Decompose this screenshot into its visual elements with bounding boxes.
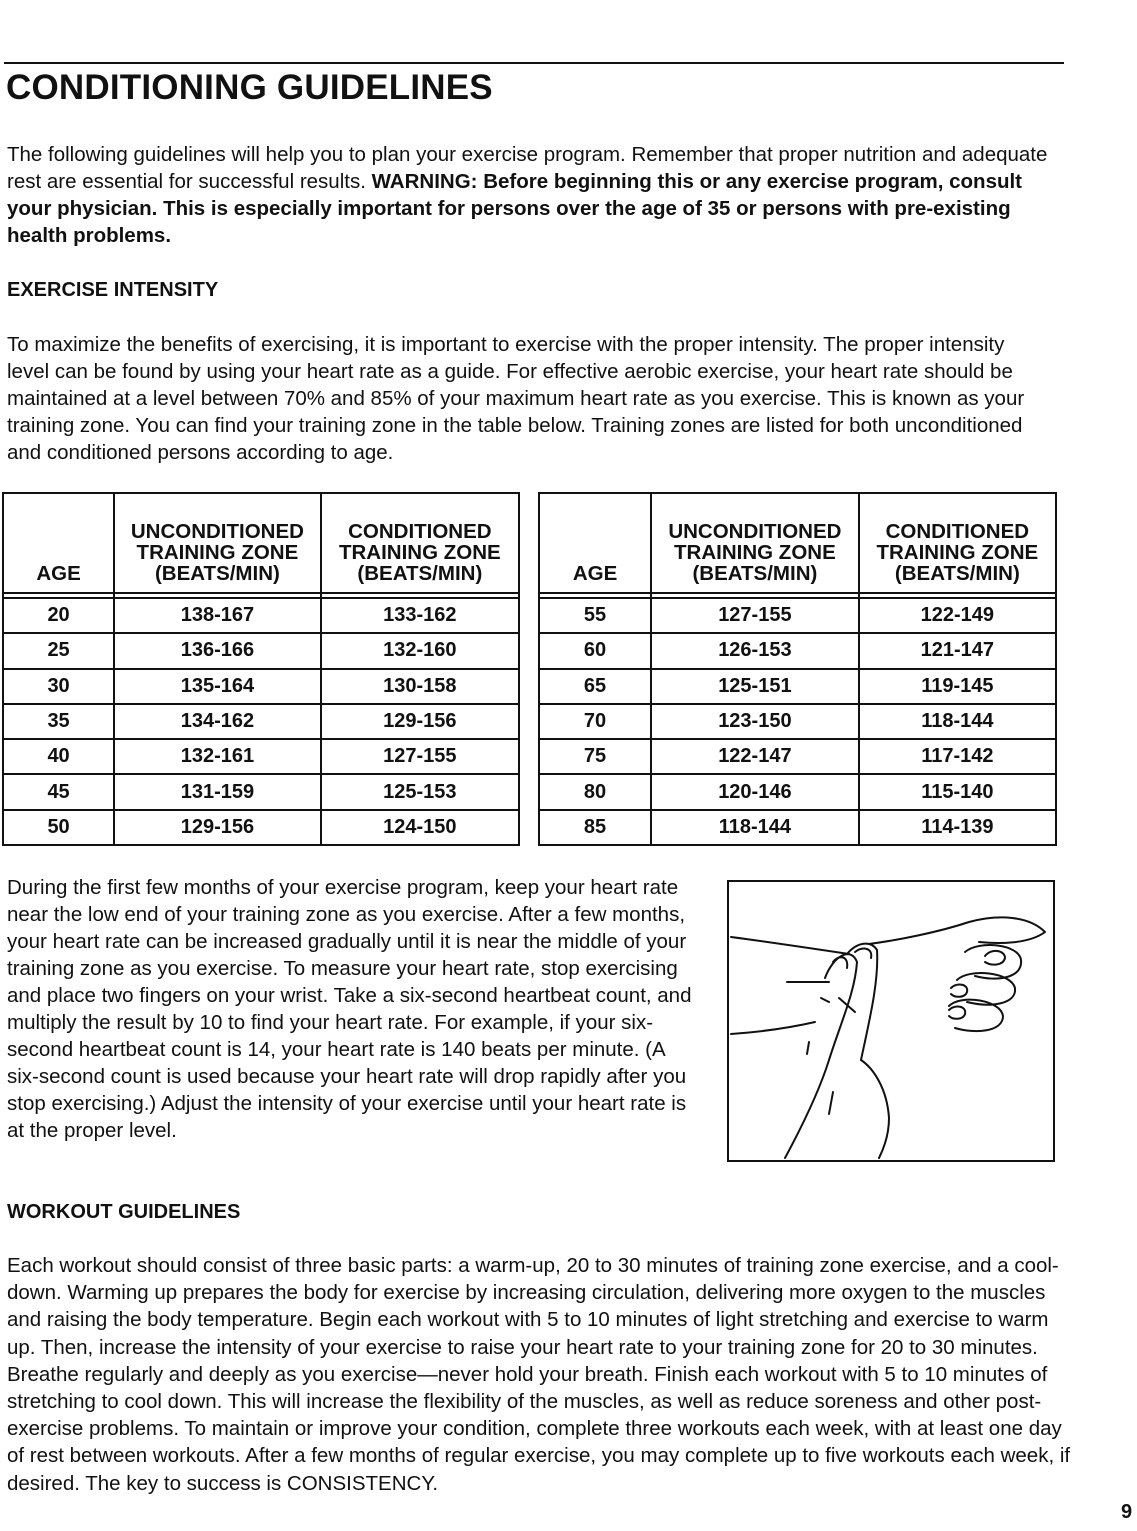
- conditioned-cell: 127-155: [321, 739, 519, 774]
- conditioned-cell: 132-160: [321, 633, 519, 668]
- unconditioned-cell: 125-151: [651, 669, 859, 704]
- age-cell: 80: [539, 774, 651, 809]
- page-number: 9: [1121, 1501, 1133, 1523]
- unconditioned-cell: 123-150: [651, 704, 859, 739]
- table-row: [3, 810, 519, 845]
- age-cell: 85: [539, 810, 651, 845]
- hand-on-wrist-drawing: [729, 882, 1053, 1160]
- pulse-check-illustration: [727, 880, 1055, 1162]
- age-cell: 20: [3, 598, 114, 633]
- conditioned-header: CONDITIONED TRAINING ZONE (BEATS/MIN): [859, 493, 1056, 593]
- unconditioned-cell: 132-161: [114, 739, 321, 774]
- age-cell: 30: [3, 669, 114, 704]
- unconditioned-cell: 136-166: [114, 633, 321, 668]
- warning-text: WARNING: Before beginning this or any exercise program, consult your physician. This is especially important for persons over the age of 35 or persons with pre-existing health problems.: [7, 170, 1023, 247]
- table-row: [3, 774, 519, 809]
- heart-rate-paragraph: During the first few months of your exercise program, keep your heart rate near the low end of your training zone as you exercise. After a few months, your heart rate can be increased gradually until it is near the middle of your training zone as you exercise. To measure your heart rate, stop exercising and place two fingers on your wrist. Take a six-second heartbeat count, and multiply the result by 10 to find your heart rate. For example, if your six-second heartbeat count is 14, your heart rate is 140 beats per minute. (A six-second count is used because your heart rate will drop rapidly after you stop exercising.) Adjust the intensity of your exercise until your heart rate is at the proper level.: [7, 876, 692, 1142]
- unconditioned-cell: 120-146: [651, 774, 859, 809]
- page-title: CONDITIONING GUIDELINES: [6, 68, 493, 107]
- table-row: [539, 598, 1056, 633]
- unconditioned-header: UNCONDITIONED TRAINING ZONE (BEATS/MIN): [114, 493, 321, 593]
- intro-text: The following guidelines will help you to plan your exercise program. Remember that proper nutrition and adequate rest are essential for successful results.: [7, 143, 1048, 193]
- conditioned-cell: 119-145: [859, 669, 1056, 704]
- unconditioned-header: UNCONDITIONED TRAINING ZONE (BEATS/MIN): [651, 493, 859, 593]
- age-cell: 45: [3, 774, 114, 809]
- age-cell: 70: [539, 704, 651, 739]
- training-zone-table-right: [538, 492, 1057, 846]
- unconditioned-cell: 127-155: [651, 598, 859, 633]
- age-cell: 65: [539, 669, 651, 704]
- unconditioned-cell: 118-144: [651, 810, 859, 845]
- conditioned-cell: 125-153: [321, 774, 519, 809]
- age-cell: 40: [3, 739, 114, 774]
- age-cell: 35: [3, 704, 114, 739]
- age-cell: 55: [539, 598, 651, 633]
- table-row: [539, 739, 1056, 774]
- workout-guidelines-heading: WORKOUT GUIDELINES: [7, 1201, 241, 1223]
- intro-paragraph: [7, 141, 1057, 249]
- table-row: [539, 704, 1056, 739]
- table-row: [539, 633, 1056, 668]
- conditioned-cell: 115-140: [859, 774, 1056, 809]
- conditioned-cell: 117-142: [859, 739, 1056, 774]
- conditioned-cell: 133-162: [321, 598, 519, 633]
- table-row: [3, 633, 519, 668]
- conditioned-header: CONDITIONED TRAINING ZONE (BEATS/MIN): [321, 493, 519, 593]
- title-rule: [4, 62, 1064, 64]
- conditioned-cell: 121-147: [859, 633, 1056, 668]
- age-cell: 25: [3, 633, 114, 668]
- intensity-paragraph: To maximize the benefits of exercising, it is important to exercise with the proper intensity. The proper intensity level can be found by using your heart rate as a guide. For effective aerobic exercise, your heart rate should be maintained at a level between 70% and 85% of your maximum heart rate as you exercise. This is known as your training zone. You can find your training zone in the table below. Training zones are listed for both unconditioned and conditioned persons according to age.: [7, 333, 1025, 464]
- training-zone-table-left: [2, 492, 520, 846]
- unconditioned-cell: 129-156: [114, 810, 321, 845]
- age-cell: 50: [3, 810, 114, 845]
- unconditioned-cell: 135-164: [114, 669, 321, 704]
- table-row: [539, 669, 1056, 704]
- unconditioned-cell: 131-159: [114, 774, 321, 809]
- workout-paragraph: Each workout should consist of three basic parts: a warm-up, 20 to 30 minutes of training zone exercise, and a cool-down. Warming up prepares the body for exercise by increasing circulation, delivering more oxygen to the muscles and raising the body temperature. Begin each workout with 5 to 10 minutes of light stretching and exercise to warm up. Then, increase the intensity of your exercise to raise your heart rate to your training zone for 20 to 30 minutes. Breathe regularly and deeply as you exercise—never hold your breath. Finish each workout with 5 to 10 minutes of stretching to cool down. This will increase the flexibility of the muscles, as well as reduce soreness and other post-exercise problems. To maintain or improve your condition, complete three workouts each week, with at least one day of rest between workouts. After a few months of regular exercise, you may complete up to five workouts each week, if desired. The key to success is CONSISTENCY.: [7, 1254, 1071, 1495]
- conditioned-cell: 130-158: [321, 669, 519, 704]
- table-row: [539, 774, 1056, 809]
- table-row: [539, 810, 1056, 845]
- table-row: [3, 669, 519, 704]
- conditioned-cell: 122-149: [859, 598, 1056, 633]
- age-header: AGE: [3, 493, 114, 593]
- age-cell: 60: [539, 633, 651, 668]
- table-row: [3, 598, 519, 633]
- unconditioned-cell: 138-167: [114, 598, 321, 633]
- table-row: [3, 739, 519, 774]
- unconditioned-cell: 134-162: [114, 704, 321, 739]
- age-header: AGE: [539, 493, 651, 593]
- conditioned-cell: 129-156: [321, 704, 519, 739]
- exercise-intensity-heading: EXERCISE INTENSITY: [7, 279, 219, 301]
- conditioned-cell: 114-139: [859, 810, 1056, 845]
- table-row: [3, 704, 519, 739]
- unconditioned-cell: 126-153: [651, 633, 859, 668]
- conditioned-cell: 124-150: [321, 810, 519, 845]
- unconditioned-cell: 122-147: [651, 739, 859, 774]
- conditioned-cell: 118-144: [859, 704, 1056, 739]
- age-cell: 75: [539, 739, 651, 774]
